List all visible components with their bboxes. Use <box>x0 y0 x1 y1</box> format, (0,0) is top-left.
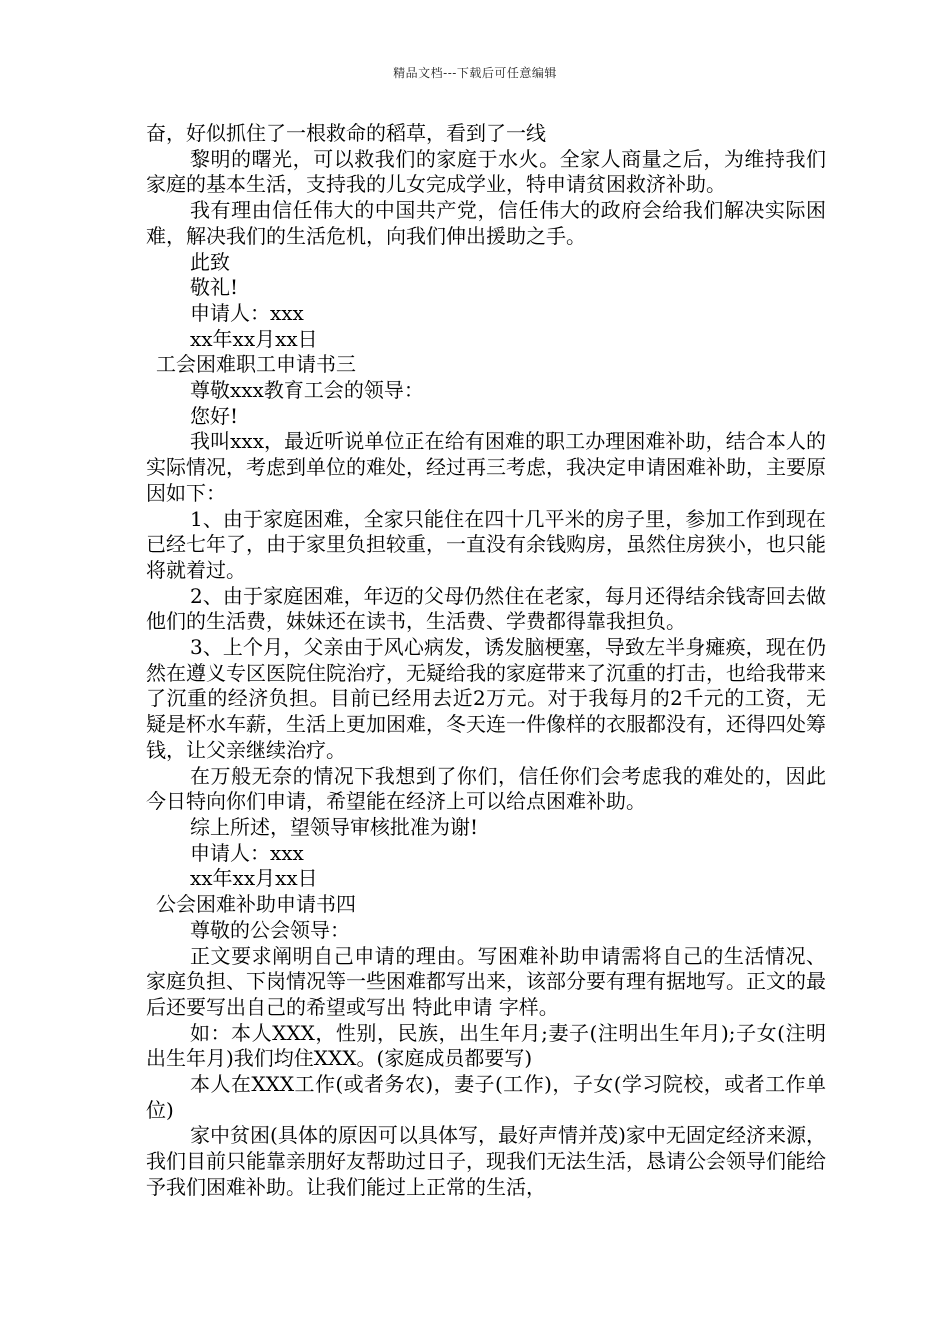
paragraph: 2、由于家庭困难，年迈的父母仍然住在老家，每月还得结余钱寄回去做他们的生活费，妹妹还在读书，生活费、学费都得靠我担负。 <box>146 583 826 634</box>
paragraph: 工会困难职工申请书三 <box>156 352 356 377</box>
paragraph: 在万般无奈的情况下我想到了你们，信任你们会考虑我的难处的，因此今日特向你们申请，希望能在经济上可以给点困难补助。 <box>146 763 826 814</box>
paragraph: 如：本人XXX，性别，民族，出生年月;妻子(注明出生年月);子女(注明出生年月)我们均住XXX。(家庭成员都要写) <box>146 1020 826 1071</box>
paragraph: 您好! <box>190 403 239 428</box>
paragraph: 家中贫困(具体的原因可以具体写，最好声情并茂)家中无固定经济来源，我们目前只能靠亲朋好友帮助过日子，现我们无法生活，恳请公会领导们能给予我们困难补助。让我们能过上正常的生活， <box>146 1123 826 1199</box>
page-header: 精品文档---下载后可任意编辑 <box>393 66 557 80</box>
paragraph: 综上所述，望领导审核批准为谢! <box>190 814 479 839</box>
paragraph: 我有理由信任伟大的中国共产党，信任伟大的政府会给我们解决实际困难，解决我们的生活危机，向我们伸出援助之手。 <box>146 198 826 248</box>
paragraph: 公会困难补助申请书四 <box>156 892 356 917</box>
paragraph: 此致 <box>190 249 230 274</box>
paragraph: 尊敬的公会领导： <box>190 917 350 942</box>
paragraph: xx年xx月xx日 <box>190 866 318 891</box>
paragraph: 我叫xxx，最近听说单位正在给有困难的职工办理困难补助，结合本人的实际情况，考虑到单位的难处，经过再三考虑，我决定申请困难补助，主要原因如下： <box>146 429 826 505</box>
paragraph: 尊敬xxx教育工会的领导： <box>190 378 424 403</box>
paragraph: 申请人：xxx <box>190 300 304 325</box>
paragraph: 1、由于家庭困难，全家只能住在四十几平米的房子里，参加工作到现在已经七年了，由于家里负担较重，一直没有余钱购房，虽然住房狭小，也只能将就着过。 <box>146 506 826 582</box>
paragraph: 奋，好似抓住了一根救命的稻草，看到了一线 <box>146 121 546 145</box>
paragraph: 3、上个月，父亲由于风心病发，诱发脑梗塞，导致左半身瘫痪，现在仍然在遵义专区医院住院治疗，无疑给我的家庭带来了沉重的打击，也给我带来了沉重的经济负担。目前已经用去近2万元。对于我每月的2千元的工资，无疑是杯水车薪，生活上更加困难，冬天连一件像样的衣服都没有，还得四处筹钱，让父亲继续治疗。 <box>146 635 826 762</box>
document-body <box>146 121 826 1201</box>
paragraph: xx年xx月xx日 <box>190 326 318 351</box>
paragraph: 正文要求阐明自己申请的理由。写困难补助申请需将自己的生活情况、家庭负担、下岗情况等一些困难都写出来，该部分要有理有据地写。正文的最后还要写出自己的希望或写出 特此申请 字样。 <box>146 943 826 1019</box>
paragraph: 本人在XXX工作(或者务农)，妻子(工作)，子女(学习院校，或者工作单位) <box>146 1072 826 1122</box>
paragraph: 黎明的曙光，可以救我们的家庭于水火。全家人商量之后，为维持我们家庭的基本生活，支持我的儿女完成学业，特申请贫困救济补助。 <box>146 146 826 197</box>
paragraph: 申请人：xxx <box>190 840 304 865</box>
paragraph: 敬礼! <box>190 275 239 300</box>
